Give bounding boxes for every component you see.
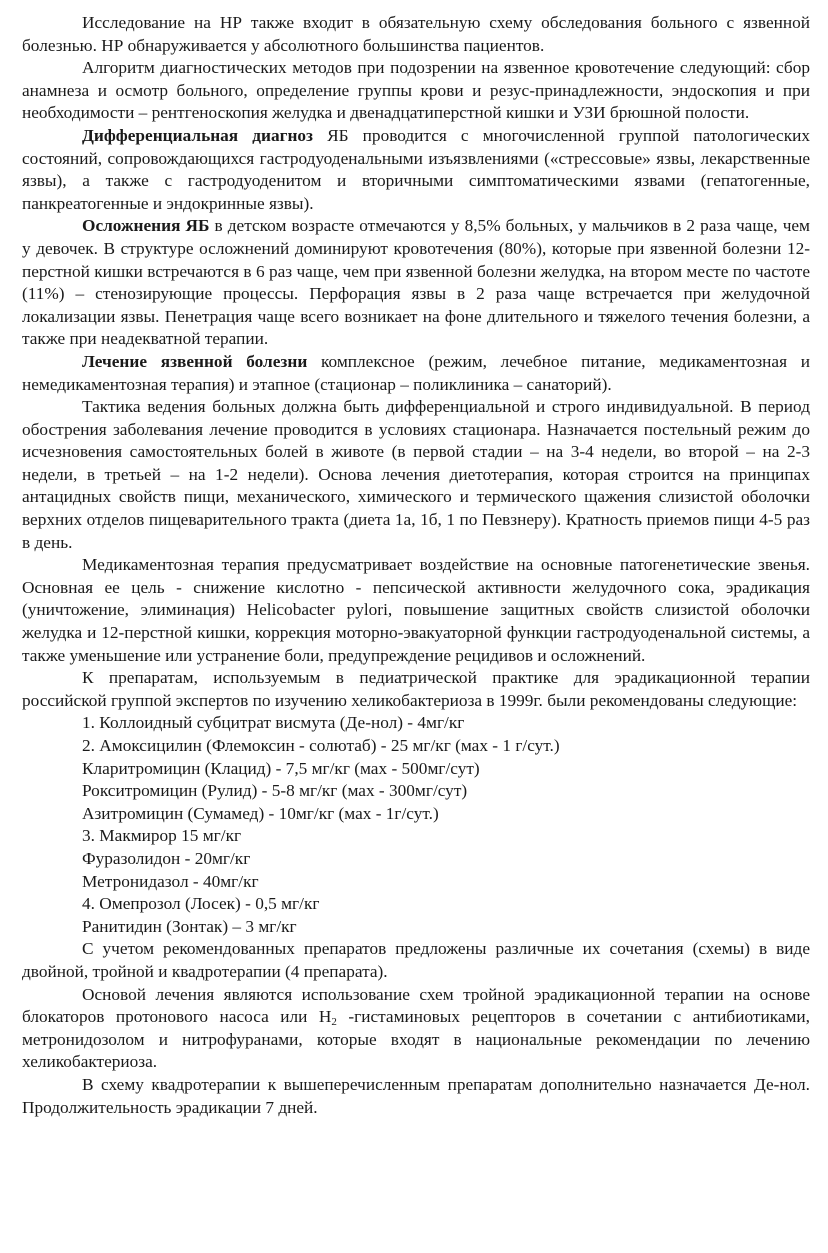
paragraph-text: комплексное (режим, лечебное питание, медикаментозная и немедикаментозная терапия) и этапное (стационар – поликлиника – санаторий). — [22, 351, 810, 394]
paragraph-text: К препаратам, используемым в педиатрической практике для эрадикационной терапии российской группой экспертов по изучению хеликобактериоза в 1999г. были рекомендованы следующие: — [22, 668, 810, 710]
paragraph-hp-study — [22, 12, 810, 57]
paragraph-drug-therapy — [22, 554, 810, 667]
list-item: Метронидазол - 40мг/кг — [82, 871, 259, 891]
paragraph-complications — [22, 215, 810, 351]
paragraph-text: в детском возрасте отмечаются у 8,5% больных, у мальчиков в 2 раза чаще, чем у девочек. В структуре осложнений доминируют кровотечения (80%), которые при язвенной болезни 12-перстной кишки встречаются в 6 раз чаще, чем при язвенной болезни желудка, на втором месте по частоте (11%) – стенозирующие процессы. Перфорация язвы в 2 раза чаще встречается при желудочной локализации язвы. Пенетрация чаще всего возникает на фоне длительного и тяжелого течения болезни, а также при неадекватной терапии. — [22, 216, 810, 349]
drug-list — [22, 712, 810, 938]
paragraph-text: Медикаментозная терапия предусматривает воздействие на основные патогенетические звенья. Основная ее цель - снижение кислотно - пепсической активности желудочного сока, эрадикация (уничтожение, элиминация) Helicobacter pylori, повышение защитных свойств слизистой оболочки желудка и 12-перстной кишки, коррекция моторно-эвакуаторной функции гастродуоденальной системы, а также уменьшение или устранение боли, предупреждение рецидивов и осложнений. — [22, 555, 810, 665]
list-item: 3. Макмирор 15 мг/кг — [82, 826, 242, 846]
list-item: Кларитромицин (Клацид) - 7,5 мг/кг (мах - 500мг/сут) — [82, 758, 480, 778]
paragraph-text: В схему квадротерапии к вышеперечисленным препаратам дополнительно назначается Де-нол. Продолжительность эрадикации 7 дней. — [22, 1074, 810, 1117]
paragraph-differential-diagnosis — [22, 125, 810, 215]
subscript: 2 — [331, 1016, 337, 1029]
paragraph-treatment — [22, 351, 810, 396]
list-item: 1. Коллоидный субцитрат висмута (Де-нол) - 4мг/кг — [82, 713, 465, 733]
list-item: Рокситромицин (Рулид) - 5-8 мг/кг (мах - 300мг/сут) — [82, 781, 468, 801]
paragraph-schemes — [22, 938, 810, 983]
paragraph-text: Основой лечения являются использование схем тройной эрадикационной терапии на основе блокаторов протонового насоса или Н — [22, 984, 810, 1027]
paragraph-text: Исследование на НР также входит в обязательную схему обследования больного с язвенной болезнью. НР обнаруживается у абсолютного большинства пациентов. — [22, 13, 810, 55]
list-item: Азитромицин (Сумамед) - 10мг/кг (мах - 1г/сут.) — [82, 803, 439, 823]
paragraph-text: -гистаминовых рецепторов в сочетании с антибиотиками, метронидозолом и нитрофуранами, которые входят в национальные рекомендации по лечению хеликобактериоза. — [22, 1007, 810, 1072]
paragraph-text: С учетом рекомендованных препаратов предложены различные их сочетания (схемы) в виде двойной, тройной и квадротерапии (4 препарата). — [22, 939, 810, 981]
paragraph-text: Алгоритм диагностических методов при подозрении на язвенное кровотечение следующий: сбор анамнеза и осмотр больного, определение группы крови и резус-принадлежности, эндоскопия и при необходимости – рентгеноскопия желудка и двенадцатиперстной кишки и УЗИ брюшной полости. — [22, 58, 810, 123]
paragraph-text: ЯБ проводится с многочисленной группой патологических состояний, сопровождающихся гастродуоденальными изъязвлениями («стрессовые» язвы, лекарственные язвы), а также с гастродуоденитом и вторичными симптоматическими язвами (гепатогенные, панкреатогенные и эндокринные язвы). — [22, 125, 810, 213]
paragraph-recommended-drugs — [22, 667, 810, 712]
paragraph-text: Тактика ведения больных должна быть дифференциальной и строго индивидуальной. В период обострения заболевания лечение проводится в условиях стационара. Назначается постельный режим до исчезновения самостоятельных болей в животе (в первой стадии – на 3-4 недели, во второй – на 2-3 недели, в третьей – на 1-2 недели). Основа лечения диетотерапия, которая строится на принципах антацидных свойств пищи, механического, химического и термического щажения слизистой оболочки верхних отделов пищеварительного тракта (диета 1а, 1б, 1 по Певзнеру). Кратность приемов пищи 4-5 раз в день. — [22, 397, 810, 552]
paragraph-diagnostic-algorithm — [22, 57, 810, 125]
paragraph-heading: Осложнения ЯБ — [82, 216, 210, 236]
list-item: Ранитидин (Зонтак) – 3 мг/кг — [82, 916, 297, 936]
list-item: 4. Омепрозол (Лосек) - 0,5 мг/кг — [82, 894, 320, 914]
paragraph-heading: Дифференциальная диагноз — [82, 125, 313, 145]
list-item: 2. Амоксицилин (Флемоксин - солютаб) - 25 мг/кг (мах - 1 г/сут.) — [82, 736, 560, 755]
paragraph-treatment-basis — [22, 984, 810, 1074]
paragraph-tactics — [22, 396, 810, 554]
paragraph-quadrotherapy — [22, 1074, 810, 1119]
paragraph-heading: Лечение язвенной болезни — [82, 351, 308, 371]
list-item: Фуразолидон - 20мг/кг — [82, 848, 251, 868]
